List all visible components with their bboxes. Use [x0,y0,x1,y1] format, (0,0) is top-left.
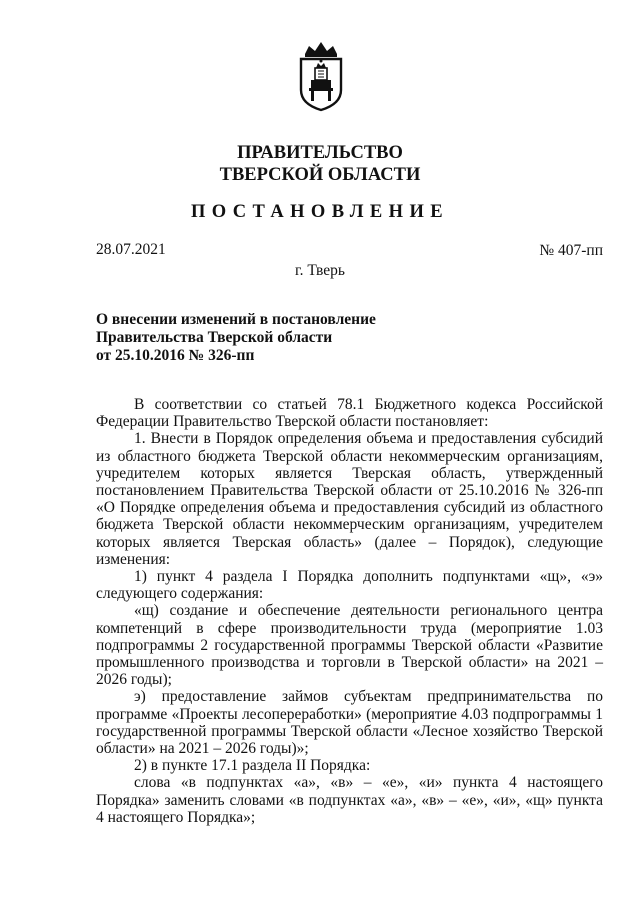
document-city: г. Тверь [295,262,345,279]
body-paragraph: «щ) создание и обеспечение деятельности регионального центра компетенций в сфере производительности труда (мероприятие 1.03 подпрограммы 2 государственной программы Тверской области «Развитие промышленного производства и торговли в Тверской области» на 2021 – 2026 годы); [96,602,603,689]
document-type-title: ПОСТАНОВЛЕНИЕ [190,202,449,222]
body-paragraph: э) предоставление займов субъектам предпринимательства по программе «Проекты лесопереработки» (мероприятие 4.03 подпрограммы 1 государственной программы Тверской области «Лесное хозяйство Тверской области» на 2021 – 2026 годы)»; [96,688,603,758]
document-subject [96,311,376,365]
body-paragraph: В соответствии со статьей 78.1 Бюджетного кодекса Российской Федерации Правительство Тверской области постановляет: [96,396,603,431]
body-paragraph: слова «в подпунктах «а», «в» – «е», «и» пункта 4 настоящего Порядка» заменить словами «в подпунктах «а», «в» – «е», «и», «щ» пункта 4 настоящего Порядка»; [96,774,603,826]
tver-coat-of-arms-icon [296,40,346,112]
government-title-line2: ТВЕРСКОЙ ОБЛАСТИ [219,165,421,185]
government-title-line1: ПРАВИТЕЛЬСТВО [237,143,403,163]
subject-line: Правительства Тверской области [96,329,333,346]
subject-line: от 25.10.2016 № 326-пп [96,347,255,364]
body-paragraph: 2) в пункте 17.1 раздела II Порядка: [134,757,371,775]
document-date: 28.07.2021 [96,241,166,258]
body-paragraph: 1. Внести в Порядок определения объема и предоставления субсидий из областного бюджета Тверской области некоммерческим организациям, учредителем которых является Тверская область, утвержденный постановлением Правительства Тверской области от 25.10.2016 № 326-пп «О Порядке определения объема и предоставления субсидий из областного бюджета Тверской области некоммерческим организациям, учредителем которых является Тверская область» (далее – Порядок), следующие изменения: [96,430,603,568]
document-body [96,396,603,826]
document-number: № 407-пп [539,242,603,259]
subject-line: О внесении изменений в постановление [96,311,376,328]
body-paragraph: 1) пункт 4 раздела I Порядка дополнить подпунктами «щ», «э» следующего содержания: [96,568,603,603]
